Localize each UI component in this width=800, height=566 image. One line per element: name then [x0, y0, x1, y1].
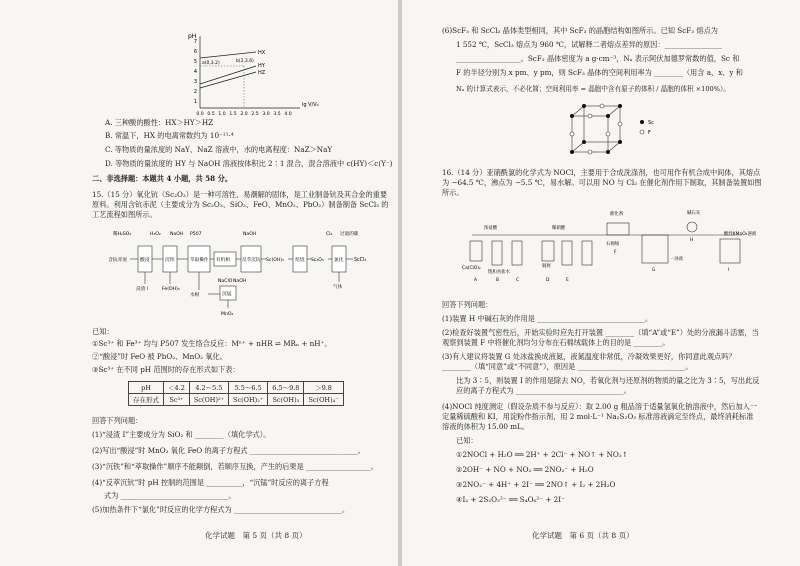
- known-item: ③Sc³⁺ 在不同 pH 范围时的存在形式如下表：: [92, 365, 240, 374]
- flow-reagent: NaOH: [233, 279, 247, 284]
- question: 比为 3∶5，则装置 I 的作用是除去 NO，若氧化剂与还原剂的物质的量之比为 3∶5，写出此反应的离子方程式为 ______________________________。: [456, 376, 760, 395]
- series-hx-line: [200, 52, 256, 58]
- table-cell: ＜4.2: [164, 382, 190, 394]
- apparatus-label: 催化剂: [610, 212, 624, 217]
- page-footer: 化学试题 第 5 页（共 8 页）: [205, 531, 307, 540]
- table-cell: Sc(OH)₂⁺: [229, 394, 268, 406]
- series-label: HX: [258, 50, 266, 56]
- page-footer: 化学试题 第 6 页（共 8 页）: [532, 531, 634, 540]
- series-label: HZ: [258, 70, 266, 76]
- flow-step: 氯化: [334, 258, 344, 263]
- ytick: 1: [193, 99, 197, 105]
- table-row: [129, 394, 344, 406]
- flow-step: 沉锰: [222, 292, 232, 297]
- apparatus-label: A: [474, 278, 478, 283]
- question: (2)检查好装置气密性后，开始实验时应先打开装置 ________（填“A”或“E”）处的分液漏斗活塞，当观察到装置 F 中将催化剂均匀分布在石棉绒载体上的目的是 ________。: [442, 328, 759, 347]
- ytick: 2: [193, 89, 197, 95]
- table-cell: ＞9.8: [304, 382, 343, 394]
- question: (3)“沉铁”和“萃取操作”顺序不能颠倒，若顺序互换，产生的后果是 __________________。: [92, 462, 378, 471]
- table-cell: Sc(OH)₃: [268, 394, 304, 406]
- apparatus-label: H: [690, 238, 694, 243]
- xtick: 4.0: [284, 112, 292, 117]
- question: (5)加热条件下“氯化”时反应的化学方程式为 ______________________________。: [92, 505, 350, 514]
- table-cell: pH: [129, 382, 164, 394]
- question: (3)有人建议将装置 G 处冰盐换成液氮，液氮温度非常低，冷凝效果更好，你同意此观点吗？________（填“同意”或“不同意”），原因是 ______________________________。: [442, 352, 736, 371]
- table-cell: 4.2～5.5: [189, 382, 228, 394]
- process-flow-diagram: [108, 228, 388, 318]
- xtick: 2.5: [251, 112, 259, 117]
- q6-line: (6)ScF₃ 和 ScCl₃ 晶体类型相同，其中 ScF₃ 的晶胞结构如图所示。已知 ScF₃ 熔点为: [442, 26, 718, 35]
- apparatus-label: B: [496, 278, 500, 283]
- known-label: 已知：: [92, 327, 114, 336]
- flow-input: 含钪赤泥: [108, 258, 128, 263]
- table-cell: 6.5～9.8: [268, 382, 304, 394]
- flow-step: 焙烧: [295, 258, 305, 263]
- known-item: ①2NOCl + H₂O ══ 2H⁺ + 2Cl⁻ + NO↑ + NO₂↑: [456, 450, 628, 459]
- apparatus-label: D: [546, 278, 550, 283]
- known-item: ③2NO₂⁻ + 4H⁺ + 2I⁻ ══ 2NO↑ + I₂ + 2H₂O: [456, 480, 616, 489]
- apparatus-label: 碱石灰: [687, 211, 701, 216]
- xtick: 0.5: [207, 112, 215, 117]
- table-row: [129, 382, 344, 394]
- ytick: 7: [193, 39, 197, 45]
- flow-step: 沉铁: [165, 258, 175, 263]
- xtick: 3.0: [262, 112, 270, 117]
- known-label: 已知：: [456, 436, 478, 445]
- flow-reagent: 过量的碳: [340, 232, 359, 237]
- point-label: b(2,3.6): [236, 59, 254, 64]
- question: (1)“浸渣 I”主要成分为 SiO₂ 和 ________（填化学式）。: [92, 430, 271, 439]
- flow-byproduct: 气体: [333, 285, 343, 290]
- flow-byproduct: MnO₂: [221, 312, 234, 317]
- flow-step: 萃取操作: [190, 258, 209, 263]
- flow-product: ScCl₃: [354, 258, 367, 263]
- apparatus-label: C: [516, 278, 520, 283]
- xtick: 1.0: [218, 112, 226, 117]
- apparatus-label: 石棉绒: [606, 242, 620, 247]
- q6-line: F 的半径分别为 x pm、y pm，则 ScF₃ 晶体的空间利用率为 ________（用含 a、x、y 和: [456, 68, 743, 77]
- q6-line: __________________。ScF₃ 晶体密度为 a g·cm⁻³，Nₐ 表示阿伏加德罗常数的值，Sc 和: [456, 54, 740, 63]
- legend-label: Sc: [648, 120, 654, 126]
- apparatus-label: I: [728, 268, 730, 273]
- legend-label: F: [648, 130, 651, 136]
- xtick: 3.5: [273, 112, 281, 117]
- ytick: 4: [193, 69, 197, 75]
- question: (1)装置 H 中碱石灰的作用是 ______________________________。: [442, 314, 653, 323]
- option-a: A. 三种酸的酸性：HX＞HY＞HZ: [105, 118, 214, 127]
- xtick: 1.5: [229, 112, 237, 117]
- series-hy-line: [200, 66, 256, 84]
- answer-label: 回答下列问题：: [442, 300, 493, 309]
- apparatus-label: Ca(ClO)₂: [462, 266, 481, 271]
- flow-byproduct: 浸渣 I: [136, 287, 149, 292]
- question: (2)写出“酸浸”时 MnO₂ 氧化 FeO 的离子方程式 ______________________________。: [92, 446, 365, 455]
- flow-reagent: Cl₂: [326, 232, 333, 237]
- answer-label: 回答下列问题：: [92, 416, 143, 425]
- question: 式为 ______________________________。: [104, 491, 236, 500]
- apparatus-label: 酸性KMnO₄溶液: [724, 232, 757, 237]
- flow-step: 酸浸: [140, 258, 150, 263]
- flow-reagent: 稀H₂SO₄: [113, 232, 132, 237]
- table-cell: 存在形式: [129, 394, 164, 406]
- option-b: B. 常温下，HX 的电离常数约为 10⁻¹¹·⁴: [105, 131, 234, 140]
- apparatus-label: F: [614, 250, 617, 255]
- apparatus-label: 一冰盐: [670, 257, 684, 262]
- xtick: 0.0: [196, 112, 204, 117]
- question: (4)“反萃沉钪”时 pH 控制的范围是 __________，“沉锰”时反应的离子方程: [92, 478, 329, 487]
- flow-branch: 水相: [190, 293, 200, 298]
- known-item: ②2OH⁻ + NO + NO₂ ══ 2NO₂⁻ + H₂O: [456, 465, 594, 474]
- flow-intermediate: Sc(OH)₃: [266, 258, 284, 263]
- apparatus-label: 饱和食盐水: [488, 270, 510, 275]
- left-page: [0, 0, 398, 566]
- q6-line: 1 552 ℃，ScCl₃ 熔点为 960 ℃，试解释二者熔点差异的原因：________________: [456, 40, 723, 49]
- flow-reagent: P507: [190, 232, 202, 237]
- chart-xlabel: lg V/V₀: [302, 102, 319, 108]
- flow-reagent: H₂O₂: [150, 232, 161, 237]
- point-label: a(0,3.2): [202, 61, 220, 66]
- right-page: [402, 0, 800, 566]
- flow-reagent: NaOH: [170, 232, 184, 237]
- known-item: ①Sc³⁺ 和 Fe³⁺ 均与 P507 发生络合反应：Mⁿ⁺ + nHR ⇌ MRₙ + nH⁺。: [92, 339, 332, 348]
- flow-byproduct: Fe(OH)₃: [162, 287, 180, 292]
- chart-ylabel: pH: [188, 33, 197, 40]
- apparatus-label: G: [652, 268, 656, 273]
- q15-intro: 15.（15 分）氧化钪（Sc₂O₃）是一种可溶性、易潮解的固体，是工业制备钪及其合金的重要原料。利用含钪赤泥（主要成分为 Sc₂O₃、SiO₂、FeO、MnO₂、PbO₂）制备制备 ScCl₃ 的工艺流程如图所示。: [92, 190, 389, 219]
- section-heading: 二、非选择题：本题共 4 小题，共 58 分。: [92, 174, 233, 183]
- apparatus-diagram: [462, 205, 762, 285]
- flow-step: 有机相: [216, 258, 230, 263]
- ytick: 6: [193, 49, 197, 55]
- question: (4)NOCl 纯度测定（假设杂质不参与反应）：取 2.00 g 粗品溶于适量氢氧化钠溶液中，然后加入一定量稀硫酸和 KI，用淀粉作指示剂，用 2 mol·L⁻¹ Na₂S₂O₃ 标准溶液滴定至终点，最终消耗标准溶液的体积为 15.00 mL。: [442, 402, 758, 431]
- table-cell: Sc(OH)²⁺: [189, 394, 228, 406]
- apparatus-label: 铜屑: [542, 264, 551, 269]
- known-item: ④I₂ + 2S₂O₃²⁻ ══ S₄O₆²⁻ + 2I⁻: [456, 495, 565, 504]
- ytick: 5: [193, 59, 197, 65]
- option-d: D. 等物质的量浓度的 HY 与 NaOH 溶液按体积比 2∶1 混合，混合溶液中 c(HY)＜c(Y⁻): [105, 159, 393, 168]
- apparatus-label: E: [566, 278, 569, 283]
- table-cell: Sc(OH)₄⁻: [304, 394, 343, 406]
- ytick: 3: [193, 79, 197, 85]
- q16-intro: 16.（14 分）亚硝酰氯的化学式为 NOCl，主要用于合成洗涤剂，也可用作有机合成中间体，其熔点为 −64.5 ℃，沸点为 −5.5 ℃，易水解。可以用 NO 与 Cl₂ 在催化剂作用下制取，其制备装置如图所示。: [442, 168, 762, 197]
- option-c: C. 等物质的量浓度的 NaY、NaZ 溶液中，水的电离程度：NaZ＞NaY: [105, 145, 333, 154]
- sc-ph-table: [128, 381, 344, 406]
- flow-reagent: NaClO: [218, 279, 233, 284]
- xtick: 2.0: [240, 112, 248, 117]
- table-cell: 5.5～6.5: [229, 382, 268, 394]
- flow-reagent: NaOH: [243, 232, 257, 237]
- table-cell: Sc³⁺: [164, 394, 190, 406]
- series-hz-line: [200, 72, 256, 88]
- apparatus-label: 浓盐酸: [484, 226, 498, 231]
- flow-intermediate: Sc₂O₃: [311, 258, 324, 263]
- unit-cell-diagram: [562, 100, 682, 162]
- apparatus-label: 稀硝酸: [552, 226, 566, 231]
- known-item: ②“酸浸”时 FeO 被 PbO₂、MnO₂ 氧化。: [92, 352, 227, 361]
- q6-line: Nₐ 的计算式表示，不必化简；空间利用率 = 晶胞中含有原子的体积 / 晶胞的体积 ×100%）。: [456, 85, 730, 93]
- flow-step: 反萃沉钪: [242, 258, 261, 263]
- ph-chart: [160, 30, 330, 118]
- series-label: HY: [258, 63, 265, 69]
